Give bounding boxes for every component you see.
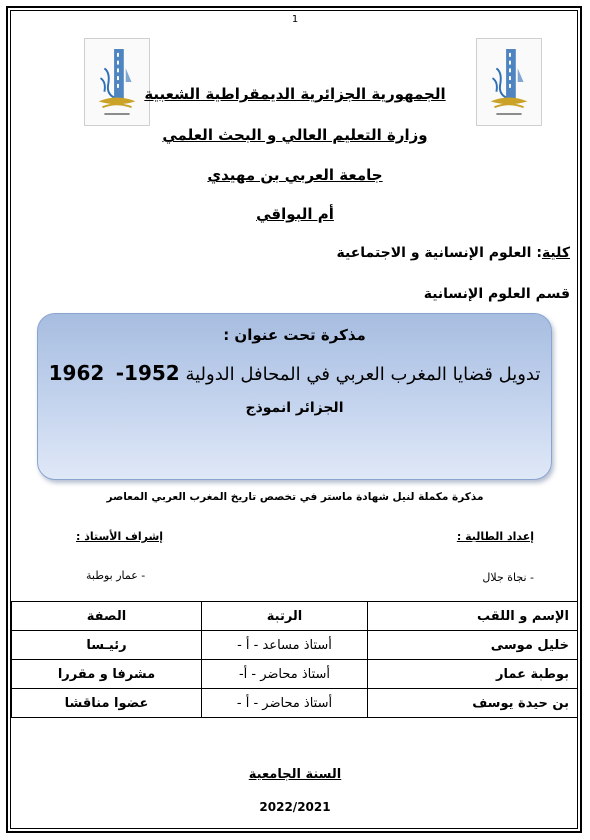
jury-header-role: الصفة xyxy=(12,602,202,631)
republic-name: الجمهورية الجزائرية الديمقراطية الشعبية xyxy=(144,85,446,103)
memo-year-start: 1952- xyxy=(115,361,180,385)
city-name: أم البواقي xyxy=(256,205,334,223)
jury-member-role: رئيـسا xyxy=(12,631,202,660)
jury-member-role: عضوا مناقشا xyxy=(12,689,202,718)
memo-year-end: 1962 xyxy=(48,361,105,385)
university-logo-icon xyxy=(476,38,542,126)
jury-table xyxy=(11,601,578,718)
table-row xyxy=(12,631,578,660)
department-name: قسم العلوم الإنسانية xyxy=(423,286,570,302)
academic-year-value: 2022/2021 xyxy=(259,800,331,814)
university-logo-icon xyxy=(84,38,150,126)
jury-header-name: الإسم و اللقب xyxy=(368,602,578,631)
jury-member-rank: أستاذ مساعد - أ - xyxy=(202,631,368,660)
faculty-value: : العلوم الإنسانية و الاجتماعية xyxy=(336,245,542,261)
faculty-line xyxy=(337,245,570,261)
student-label: إعداد الطالبة : xyxy=(456,530,534,543)
degree-statement: مذكرة مكملة لنيل شهادة ماستر في تخصص تاريخ المغرب العربي المعاصر xyxy=(106,491,484,503)
jury-member-name: خليل موسى xyxy=(368,631,578,660)
supervisor-label: إشراف الأستاذ : xyxy=(76,530,164,543)
supervisor-name: - عمار بوطبة xyxy=(86,569,146,582)
academic-year-label: السنة الجامعية xyxy=(248,767,342,782)
memo-title xyxy=(38,361,551,385)
memo-title-text: تدويل قضايا المغرب العربي في المحافل الدولية xyxy=(185,364,541,385)
jury-member-rank: أستاذ محاضر - أ - xyxy=(202,689,368,718)
jury-header-rank: الرتبة xyxy=(202,602,368,631)
memo-title-box xyxy=(37,313,552,480)
student-name: - نجاة جلال xyxy=(482,571,534,584)
jury-header-row xyxy=(12,602,578,631)
table-row xyxy=(12,660,578,689)
jury-member-name: بوطبة عمار xyxy=(368,660,578,689)
jury-member-rank: أستاذ محاضر - أ- xyxy=(202,660,368,689)
jury-member-role: مشرفا و مقررا xyxy=(12,660,202,689)
ministry-name: وزارة التعليم العالي و البحث العلمي xyxy=(162,126,428,144)
page-number: 1 xyxy=(291,14,299,25)
faculty-label: كلية xyxy=(541,245,570,261)
jury-member-name: بن حيدة يوسف xyxy=(368,689,578,718)
memo-subtitle: الجزائر انموذج xyxy=(245,400,344,416)
table-row xyxy=(12,689,578,718)
memo-heading: مذكرة تحت عنوان : xyxy=(223,326,366,344)
university-name: جامعة العربي بن مهيدي xyxy=(207,166,383,184)
